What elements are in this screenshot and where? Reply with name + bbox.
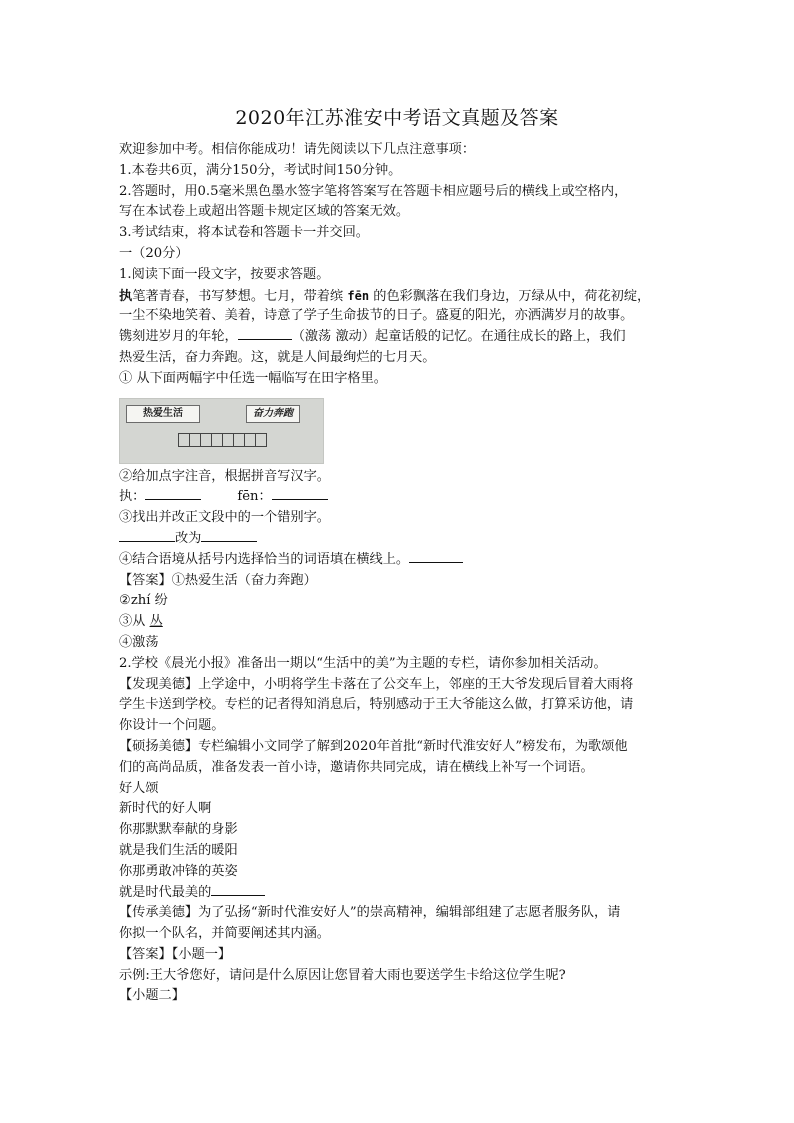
- answer-1-3: [119, 612, 689, 633]
- sub-question-3: ③找出并改正文段中的一个错别字。: [119, 510, 330, 526]
- question-2-prompt: 2.学校《晨光小报》准备出一期以“生活中的美”为主题的专栏，请你参加相关活动。: [119, 655, 607, 671]
- poem-line-2: 你那默默奉献的身影: [119, 822, 238, 838]
- welcome-line: 欢迎参加中考。相信你能成功！请先阅读以下几点注意事项：: [119, 142, 476, 157]
- passage-text: （激荡 激动）起童话般的记忆。在通往成长的路上，我们: [291, 329, 626, 345]
- fen-label: fēn：: [237, 489, 272, 505]
- sub-question-3-blanks: [119, 529, 689, 550]
- answer-1-4: ④激荡: [119, 634, 159, 650]
- grid-cell: [223, 433, 234, 447]
- answer-2-sub2: 【小题二】: [119, 988, 185, 1004]
- correct-char-blank[interactable]: [201, 529, 257, 542]
- answer-2-label: 【答案】【小题一】: [119, 946, 232, 962]
- sub-question-4: [119, 550, 689, 571]
- discover-line-3: 你设计一个问题。: [119, 718, 225, 734]
- poem-line-1: 新时代的好人啊: [119, 801, 212, 817]
- grid-cell: [179, 433, 190, 447]
- grid-cell: [256, 433, 267, 447]
- rule-2a: 2.答题时，用0.5毫米黑色墨水签字笔将答案写在答题卡相应题号后的横线上或空格内，: [119, 183, 628, 199]
- poem-blank[interactable]: [211, 883, 265, 896]
- wrong-char-blank[interactable]: [119, 529, 175, 542]
- grid-cell: [245, 433, 256, 447]
- discover-line-2: 学生卡送到学校。专栏的记者得知消息后，特别感动于王大爷能这么做，打算采访他，请: [119, 697, 634, 713]
- passage-line-1: [119, 286, 689, 307]
- passage-text: 笔著青春，书写梦想。七月，带着缤: [132, 288, 348, 304]
- answer-to: 丛: [149, 614, 163, 630]
- calligraphy-photo-row: [119, 390, 689, 467]
- grid-cell: [190, 433, 201, 447]
- rule-1: 1.本卷共6页，满分150分，考试时间150分钟。: [119, 162, 402, 178]
- pinyin-fen: fēn: [347, 288, 370, 303]
- passage-line-3: [119, 327, 689, 348]
- fill-blank[interactable]: [238, 327, 292, 340]
- inherit-line-1: 【传承美德】为了弘扬“新时代淮安好人”的崇高精神，编辑部组建了志愿者服务队，请: [119, 905, 621, 921]
- answer-2-example: 示例:王大爷您好，请问是什么原因让您冒着大雨也要送学生卡给这位学生呢?: [119, 967, 566, 983]
- grid-cell: [212, 433, 223, 447]
- discover-line-1: 【发现美德】上学途中，小明将学生卡落在了公交车上，邻座的王大爷发现后冒着大雨将: [119, 676, 634, 692]
- page-title: 2020年江苏淮安中考语文真题及答案: [235, 107, 559, 129]
- fen-blank[interactable]: [272, 487, 328, 500]
- passage-line-2: 一尘不染地笑着、美着，诗意了学子生命拔节的日子。盛夏的阳光，亦洒满岁月的故事。: [119, 308, 634, 324]
- sub-question-1: ① 从下面两幅字中任选一幅临写在田字格里。: [119, 370, 387, 386]
- calligraphy-photo: [119, 398, 324, 464]
- passage-text: 的色彩飘落在我们身边，万绿从中，荷花初绽，: [369, 288, 651, 304]
- question-1-prompt: 1.阅读下面一段文字，按要求答题。: [119, 266, 330, 282]
- dotted-char: 执: [119, 288, 133, 304]
- passage-line-4: 热爱生活，奋力奔跑。这，就是人间最绚烂的七月天。: [119, 349, 436, 365]
- calligraphy-card-right: 奋力奔跑: [246, 405, 300, 423]
- grid-cell: [201, 433, 212, 447]
- answer-1-2: ②zhí 纷: [119, 593, 168, 609]
- poem-line-4: 你那勇敢冲锋的英姿: [119, 863, 238, 879]
- praise-line-1: 【硕扬美德】专栏编辑小文同学了解到2020年首批“新时代淮安好人”榜发布，为歌颂他: [119, 738, 628, 754]
- exam-body: [119, 140, 689, 1007]
- answer-from: ③从: [119, 614, 150, 630]
- rule-2b: 写在本试卷上或超出答题卡规定区域的答案无效。: [119, 204, 410, 220]
- sub-question-2-blanks: [119, 487, 689, 508]
- calligraphy-card-left: 热爱生活: [126, 405, 200, 423]
- change-label: 改为: [175, 530, 202, 546]
- inherit-line-2: 你拟一个队名，并简要阐述其内涵。: [119, 926, 330, 942]
- poem-line-3: 就是我们生活的暖阳: [119, 842, 238, 858]
- grid-cell: [234, 433, 245, 447]
- poem-line-5: [119, 883, 689, 904]
- zhi-label: 执：: [119, 489, 146, 505]
- tianzige-grid[interactable]: [178, 433, 267, 447]
- sub-question-2: ②给加点字注音，根据拼音写汉字。: [119, 468, 330, 484]
- rule-3: 3.考试结束，将本试卷和答题卡一并交回。: [119, 225, 369, 241]
- zhi-blank[interactable]: [145, 487, 201, 500]
- passage-text: 镌刻进岁月的年轮，: [119, 329, 238, 345]
- word-blank[interactable]: [409, 550, 463, 563]
- sub-question-4-text: ④结合语境从括号内选择恰当的词语填在横线上。: [119, 551, 410, 567]
- section-heading: 一（20分）: [119, 245, 189, 261]
- answer-1-label: 【答案】①热爱生活（奋力奔跑）: [119, 572, 317, 588]
- poem-title: 好人颂: [119, 780, 159, 796]
- praise-line-2: 们的高尚品质，准备发表一首小诗，邀请你共同完成，请在横线上补写一个词语。: [119, 759, 594, 775]
- poem-line-5-text: 就是时代最美的: [119, 884, 212, 900]
